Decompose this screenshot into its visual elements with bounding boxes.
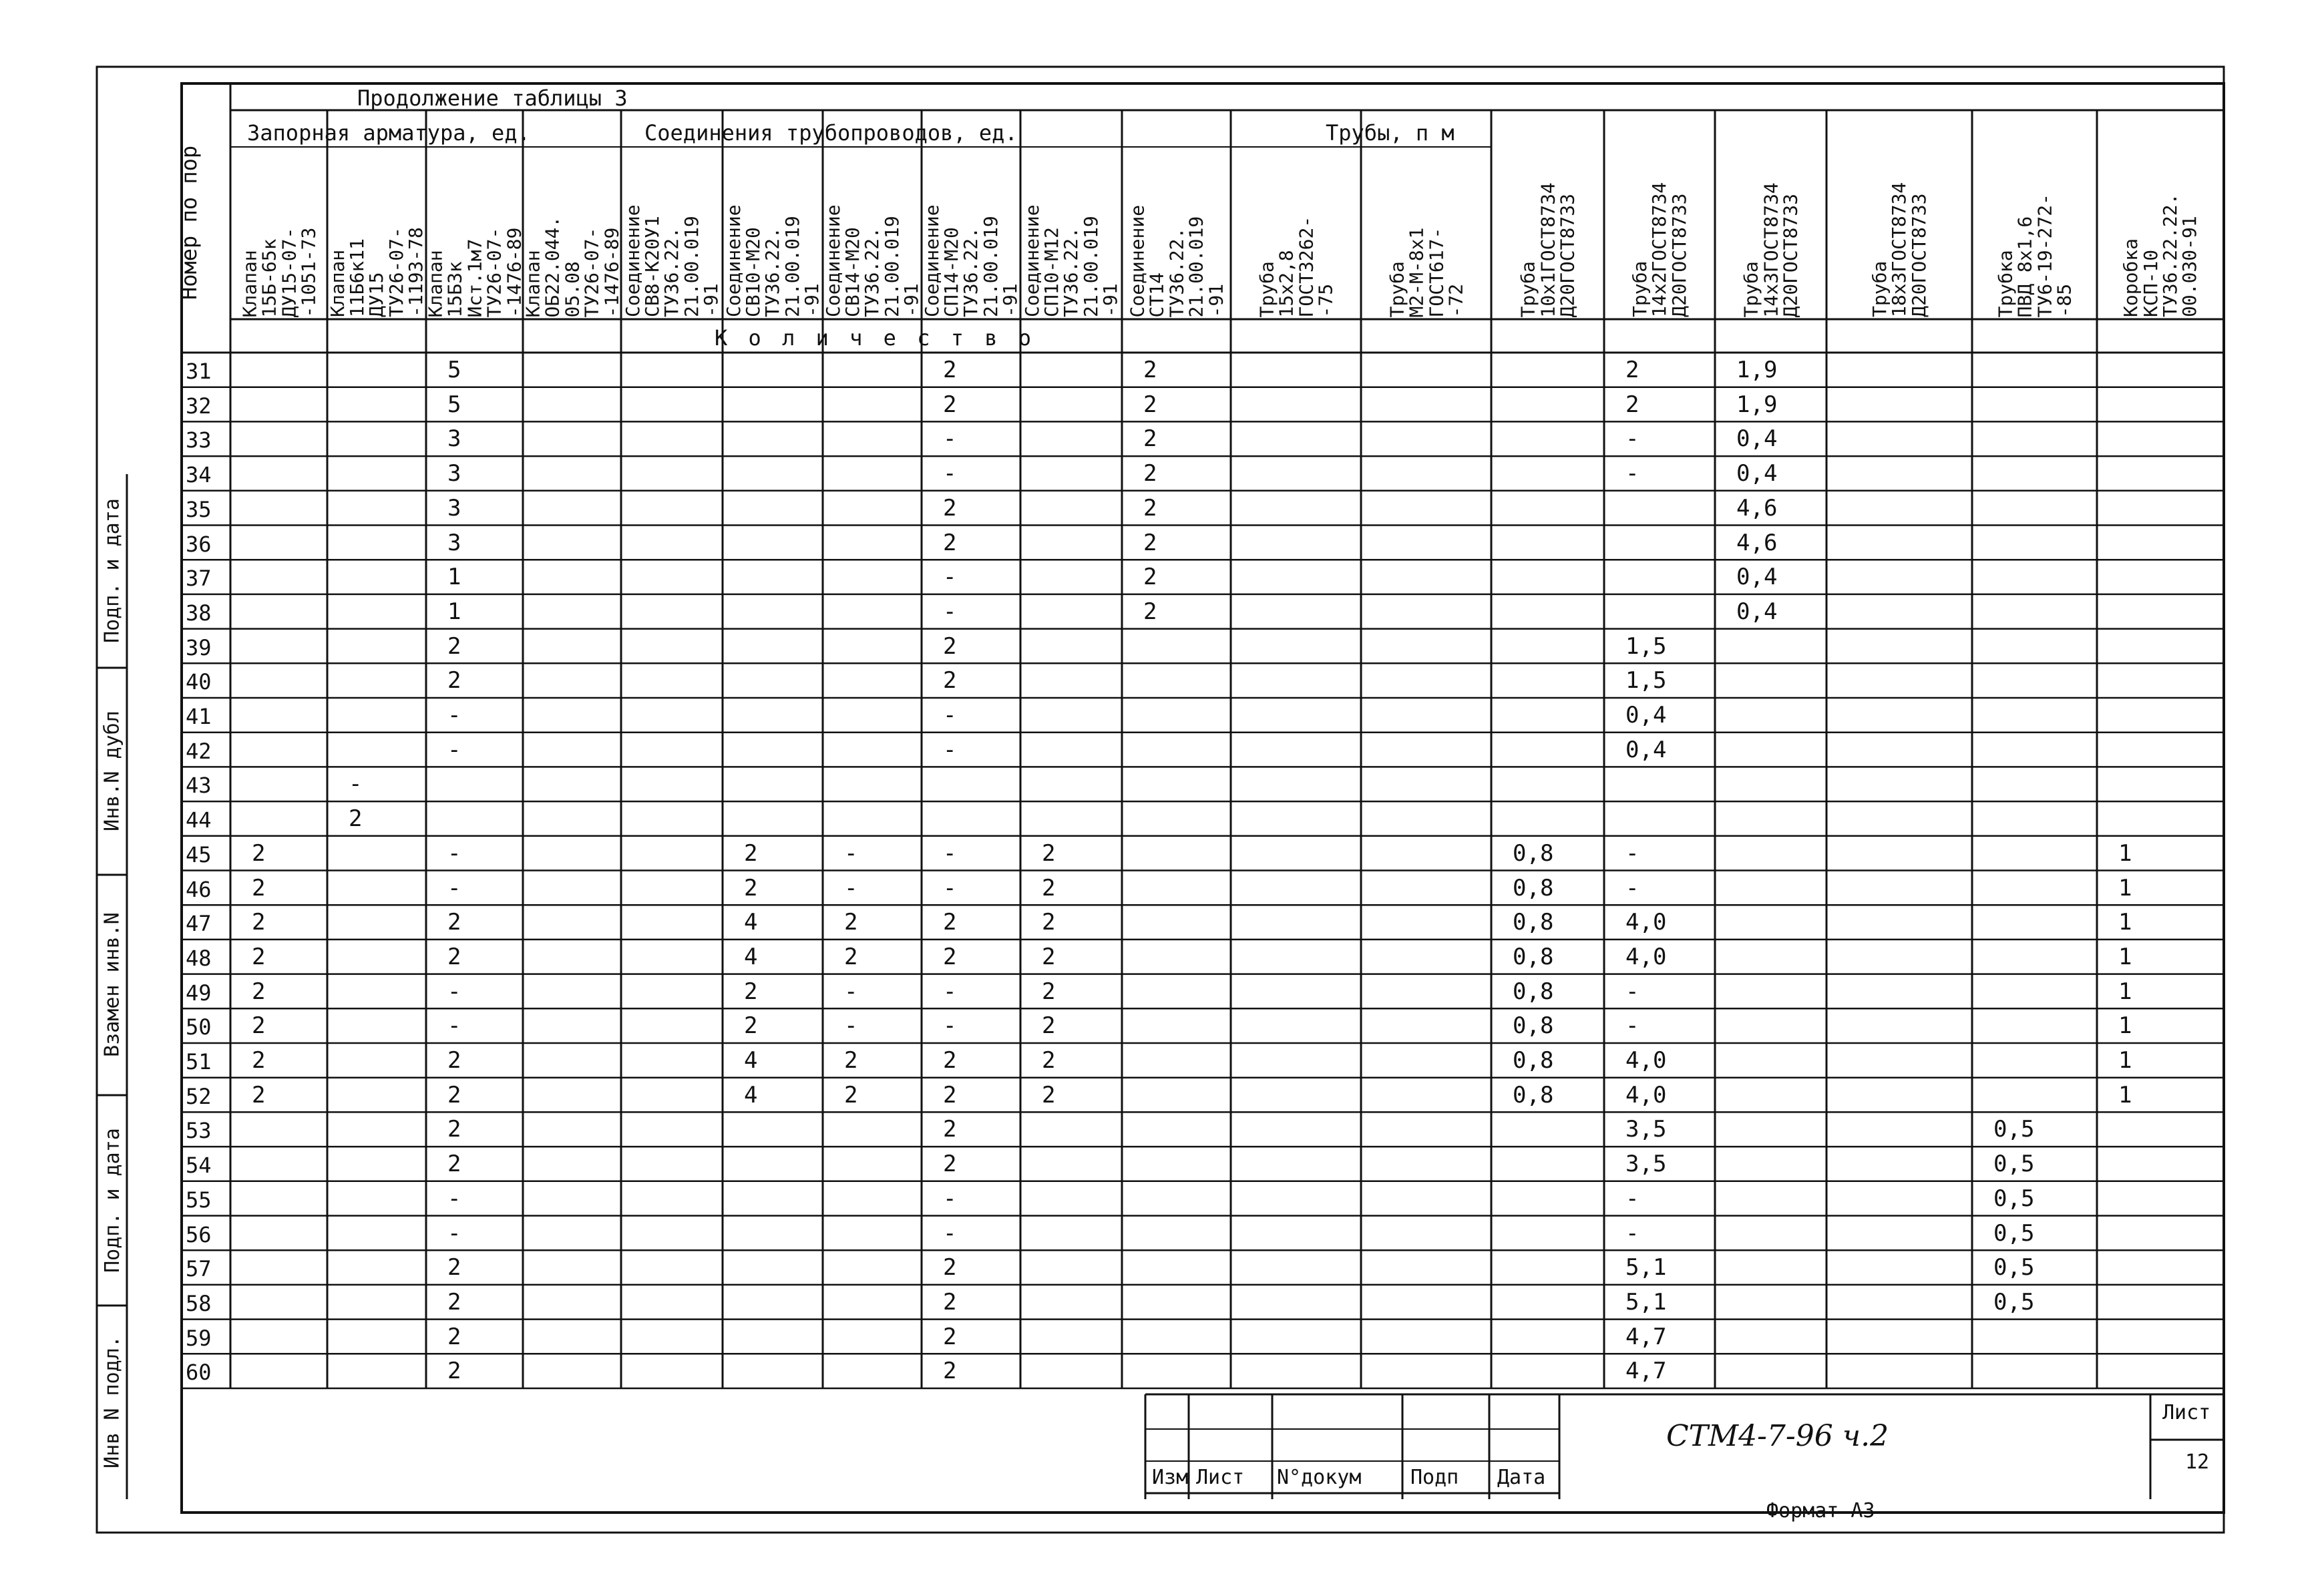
table-cell: -	[943, 598, 957, 625]
table-cell: 2	[447, 1323, 461, 1350]
table-cell: 1,9	[1736, 357, 1778, 383]
row-number: 60	[186, 1360, 212, 1386]
table-cell: 2	[252, 1081, 266, 1109]
side-label-3: Взамен инв.N	[100, 912, 124, 1057]
table-cell: 2	[1143, 598, 1157, 625]
table-cell: 1	[2118, 943, 2132, 970]
table-cell: 2	[943, 1151, 957, 1178]
table-cell: 2	[844, 1047, 858, 1074]
table-cell: 5	[447, 357, 461, 383]
table-cell: 0,4	[1625, 702, 1667, 729]
table-cell: -	[447, 978, 461, 1005]
table-cell: 2	[1042, 943, 1056, 970]
table-cell: 2	[1143, 357, 1157, 383]
table-cell: 1,5	[1625, 667, 1667, 694]
column-header-16: Труба 18х3ГОСТ8734 Д20ГОСТ8733	[1868, 182, 1930, 317]
table-cell: 2	[447, 667, 461, 694]
table-cell: 0,5	[1993, 1254, 2035, 1281]
table-cell: 1	[447, 564, 461, 591]
side-label-5: Инв N подл.	[100, 1336, 124, 1468]
table-cell: -	[447, 839, 461, 867]
stamp-date: Дата	[1497, 1466, 1546, 1489]
side-label-2: Инв.N дубл	[100, 711, 124, 831]
group-connections: Соединения трубопроводов, ед.	[644, 120, 1018, 146]
table-cell: -	[1625, 978, 1639, 1005]
column-header-4: Клапан ОБ22.044. 05.08 ТУ26-07- -1476-89	[522, 216, 622, 317]
table-cell: 2	[1143, 391, 1157, 418]
row-number-header: Номер по пор	[176, 145, 202, 300]
table-cell: -	[447, 1185, 461, 1212]
table-cell: -	[943, 460, 957, 487]
table-cell: 1,5	[1625, 632, 1667, 660]
table-cell: -	[1625, 1012, 1639, 1040]
table-cell: 3	[447, 494, 461, 522]
table-cell: -	[844, 839, 858, 867]
table-cell: 1	[2118, 909, 2132, 936]
table-cell: 2	[943, 1254, 957, 1281]
row-number: 50	[186, 1014, 212, 1040]
column-header-7: Соединение СВ14-М20 ТУ36.22. 21.00.019 -91	[821, 204, 923, 317]
table-cell: 2	[447, 1151, 461, 1178]
table-cell: 2	[943, 1358, 957, 1385]
table-cell: 3	[447, 425, 461, 453]
table-cell: -	[943, 564, 957, 591]
table-cell: 2	[447, 1116, 461, 1143]
row-number: 37	[186, 566, 212, 592]
group-pipes: Трубы, п м	[1326, 120, 1455, 146]
table-cell: -	[943, 978, 957, 1005]
row-number: 40	[186, 669, 212, 695]
row-number: 57	[186, 1256, 212, 1282]
stamp-doc-number: N°докум	[1277, 1466, 1362, 1489]
table-cell: 4,0	[1625, 943, 1667, 970]
table-cell: 2	[1042, 978, 1056, 1005]
table-cell: 2	[943, 391, 957, 418]
row-number: 47	[186, 911, 212, 937]
table-cell: 2	[1042, 1081, 1056, 1109]
table-cell: -	[943, 1219, 957, 1247]
row-number: 34	[186, 462, 212, 488]
table-cell: 2	[943, 632, 957, 660]
table-cell: 2	[447, 1047, 461, 1074]
table-cell: 2	[943, 667, 957, 694]
table-cell: 2	[1143, 564, 1157, 591]
table-cell: 2	[1625, 357, 1639, 383]
table-cell: 2	[349, 805, 363, 833]
table-cell: 2	[1042, 1012, 1056, 1040]
table-cell: 1	[2118, 1047, 2132, 1074]
side-label-4: Подп. и дата	[100, 1127, 124, 1273]
column-header-15: Труба 14х3ГОСТ8734 Д20ГОСТ8733	[1740, 182, 1802, 317]
table-cell: 0,5	[1993, 1151, 2035, 1178]
column-header-11: Труба 15х2,8 ГОСТ3262- -75	[1255, 216, 1336, 317]
row-number: 51	[186, 1049, 212, 1074]
table-cell: 2	[447, 943, 461, 970]
table-cell: -	[844, 978, 858, 1005]
table-cell: 2	[844, 1081, 858, 1109]
table-cell: -	[447, 702, 461, 729]
table-cell: 3,5	[1625, 1151, 1667, 1178]
table-cell: 4,0	[1625, 1081, 1667, 1109]
row-number: 46	[186, 876, 212, 902]
column-header-18: Коробка КСП-10 ТУ36.22.22. 00.030-91	[2120, 193, 2201, 317]
column-header-14: Труба 14х2ГОСТ8734 Д20ГОСТ8733	[1628, 182, 1690, 317]
table-cell: 1	[2118, 1012, 2132, 1040]
table-cell: 2	[252, 874, 266, 902]
table-cell: -	[943, 1012, 957, 1040]
table-cell: 1	[2118, 1081, 2132, 1109]
table-cell: 2	[1042, 909, 1056, 936]
table-cell: 2	[447, 1358, 461, 1385]
row-number: 42	[186, 738, 212, 764]
row-number: 44	[186, 807, 212, 833]
table-cell: 4,7	[1625, 1323, 1667, 1350]
table-cell: 2	[447, 1081, 461, 1109]
table-cell: -	[1625, 839, 1639, 867]
table-cell: 2	[943, 1047, 957, 1074]
format-label: Формат А3	[1766, 1499, 1875, 1523]
table-cell: -	[349, 771, 363, 798]
sheet-number: 12	[2185, 1450, 2210, 1474]
column-header-8: Соединение СП14-М20 ТУ36.22. 21.00.019 -91	[920, 204, 1022, 317]
table-cell: 4	[744, 943, 758, 970]
table-cell: 5,1	[1625, 1254, 1667, 1281]
table-cell: -	[1625, 1219, 1639, 1247]
row-number: 49	[186, 980, 212, 1006]
table-title: Продолжение таблицы 3	[357, 85, 628, 111]
column-header-10: Соединение СТ14 ТУ36.22. 21.00.019 -91	[1126, 204, 1227, 317]
row-number: 41	[186, 704, 212, 729]
table-cell: 4,0	[1625, 909, 1667, 936]
table-cell: 4,7	[1625, 1358, 1667, 1385]
column-header-9: Соединение СП10-М12 ТУ36.22. 21.00.019 -91	[1020, 204, 1122, 317]
table-cell: 3	[447, 460, 461, 487]
table-cell: -	[943, 425, 957, 453]
row-number: 58	[186, 1290, 212, 1316]
table-cell: 2	[252, 978, 266, 1005]
table-cell: 3	[447, 529, 461, 556]
table-cell: 2	[744, 978, 758, 1005]
table-cell: 0,8	[1513, 839, 1554, 867]
table-cell: 4	[744, 1081, 758, 1109]
table-cell: -	[1625, 874, 1639, 902]
table-cell: 0,8	[1513, 943, 1554, 970]
table-cell: 4,6	[1736, 529, 1778, 556]
table-cell: 2	[1143, 425, 1157, 453]
column-header-2: Клапан 11Б6к11 ДУ15 ТУ26-07- -1193-78	[326, 227, 427, 317]
table-cell: 0,4	[1736, 460, 1778, 487]
row-number: 55	[186, 1187, 212, 1213]
table-cell: 1,9	[1736, 391, 1778, 418]
stamp-signature: Подп	[1410, 1466, 1459, 1489]
table-cell: 5	[447, 391, 461, 418]
table-cell: 2	[844, 943, 858, 970]
table-cell: 2	[1042, 1047, 1056, 1074]
table-cell: 2	[943, 1288, 957, 1316]
table-cell: 2	[844, 909, 858, 936]
row-number: 48	[186, 945, 212, 971]
table-cell: 2	[1625, 391, 1639, 418]
table-cell: 0,8	[1513, 1081, 1554, 1109]
table-cell: -	[1625, 1185, 1639, 1212]
stamp-izm: Изм	[1152, 1466, 1189, 1489]
document-code: СТМ4-7-96 ч.2	[1666, 1419, 1889, 1453]
column-header-17: Трубка ПВД 8х1,6 ТУ6-19-272- -85	[1993, 193, 2075, 317]
table-cell: 2	[252, 1012, 266, 1040]
table-cell: 2	[252, 943, 266, 970]
table-cell: 0,5	[1993, 1288, 2035, 1316]
column-header-12: Труба М2-М-8х1 ГОСТ617- -72	[1385, 227, 1467, 317]
table-cell: -	[943, 736, 957, 763]
table-cell: -	[943, 1185, 957, 1212]
table-cell: 0,4	[1625, 736, 1667, 763]
row-number: 31	[186, 359, 212, 384]
row-number: 32	[186, 393, 212, 419]
table-cell: 2	[447, 909, 461, 936]
table-cell: -	[1625, 425, 1639, 453]
table-cell: 0,8	[1513, 1012, 1554, 1040]
row-number: 36	[186, 531, 212, 557]
table-cell: 2	[1143, 529, 1157, 556]
table-cell: -	[943, 839, 957, 867]
table-cell: 1	[2118, 978, 2132, 1005]
table-cell: 2	[252, 839, 266, 867]
table-cell: 0,4	[1736, 564, 1778, 591]
row-number: 56	[186, 1221, 212, 1247]
row-number: 39	[186, 634, 212, 660]
column-header-5: Соединение СВ8-К20У1 ТУ36.22. 21.00.019 -91	[621, 204, 723, 317]
table-cell: 1	[2118, 874, 2132, 902]
sheet-label: Лист	[2162, 1401, 2211, 1424]
table-cell: 2	[943, 529, 957, 556]
table-cell: 3,5	[1625, 1116, 1667, 1143]
table-cell: 2	[744, 839, 758, 867]
table-cell: -	[447, 1012, 461, 1040]
table-cell: 0,8	[1513, 1047, 1554, 1074]
row-number: 54	[186, 1153, 212, 1179]
side-label-1: Подп. и дата	[100, 498, 124, 643]
table-cell: 2	[943, 1081, 957, 1109]
table-cell: -	[447, 736, 461, 763]
table-cell: -	[1625, 460, 1639, 487]
table-cell: 2	[744, 874, 758, 902]
table-cell: 4,0	[1625, 1047, 1667, 1074]
table-cell: 2	[943, 1116, 957, 1143]
row-number: 45	[186, 841, 212, 867]
table-cell: -	[844, 874, 858, 902]
table-cell: 4	[744, 909, 758, 936]
table-cell: 0,5	[1993, 1116, 2035, 1143]
column-header-6: Соединение СВ10-М20 ТУ36.22. 21.00.019 -91	[722, 204, 823, 317]
table-cell: 2	[252, 1047, 266, 1074]
table-cell: 0,4	[1736, 425, 1778, 453]
table-cell: 2	[943, 1323, 957, 1350]
table-cell: 0,8	[1513, 978, 1554, 1005]
column-header-3: Клапан 15Б3к Ист.1м7 ТУ26-07- -1476-89	[424, 227, 525, 317]
table-cell: 2	[943, 494, 957, 522]
table-cell: 4,6	[1736, 494, 1778, 522]
table-cell: -	[844, 1012, 858, 1040]
table-cell: 2	[447, 1254, 461, 1281]
stamp-list: Лист	[1196, 1466, 1245, 1489]
table-cell: 2	[1143, 460, 1157, 487]
table-cell: 2	[1042, 874, 1056, 902]
table-cell: 2	[447, 1288, 461, 1316]
table-cell: 0,5	[1993, 1185, 2035, 1212]
row-number: 38	[186, 600, 212, 626]
row-number: 33	[186, 427, 212, 453]
table-cell: -	[447, 1219, 461, 1247]
row-number: 52	[186, 1083, 212, 1109]
table-cell: 5,1	[1625, 1288, 1667, 1316]
row-number: 43	[186, 773, 212, 799]
row-number: 59	[186, 1325, 212, 1351]
table-cell: 2	[447, 632, 461, 660]
row-number: 35	[186, 496, 212, 522]
quantity-label: К о л и ч е с т в о	[715, 325, 1036, 351]
table-cell: 0,8	[1513, 874, 1554, 902]
table-cell: 1	[447, 598, 461, 625]
table-cell: 4	[744, 1047, 758, 1074]
table-cell: 2	[1042, 839, 1056, 867]
table-cell: 0,8	[1513, 909, 1554, 936]
table-cell: 0,4	[1736, 598, 1778, 625]
table-cell: -	[943, 702, 957, 729]
table-cell: 2	[1143, 494, 1157, 522]
table-cell: 2	[943, 943, 957, 970]
table-cell: 0,5	[1993, 1219, 2035, 1247]
table-cell: 1	[2118, 839, 2132, 867]
table-cell: 2	[252, 909, 266, 936]
group-valves: Запорная арматура, ед.	[247, 120, 530, 146]
table-cell: 2	[943, 909, 957, 936]
column-header-13: Труба 10х1ГОСТ8734 Д20ГОСТ8733	[1517, 182, 1579, 317]
table-cell: 2	[744, 1012, 758, 1040]
table-cell: -	[447, 874, 461, 902]
column-header-1: Клапан 15Б-65к ДУ15-07- -1051-73	[238, 227, 319, 317]
table-cell: 2	[943, 357, 957, 383]
table-cell: -	[943, 874, 957, 902]
row-number: 53	[186, 1118, 212, 1144]
